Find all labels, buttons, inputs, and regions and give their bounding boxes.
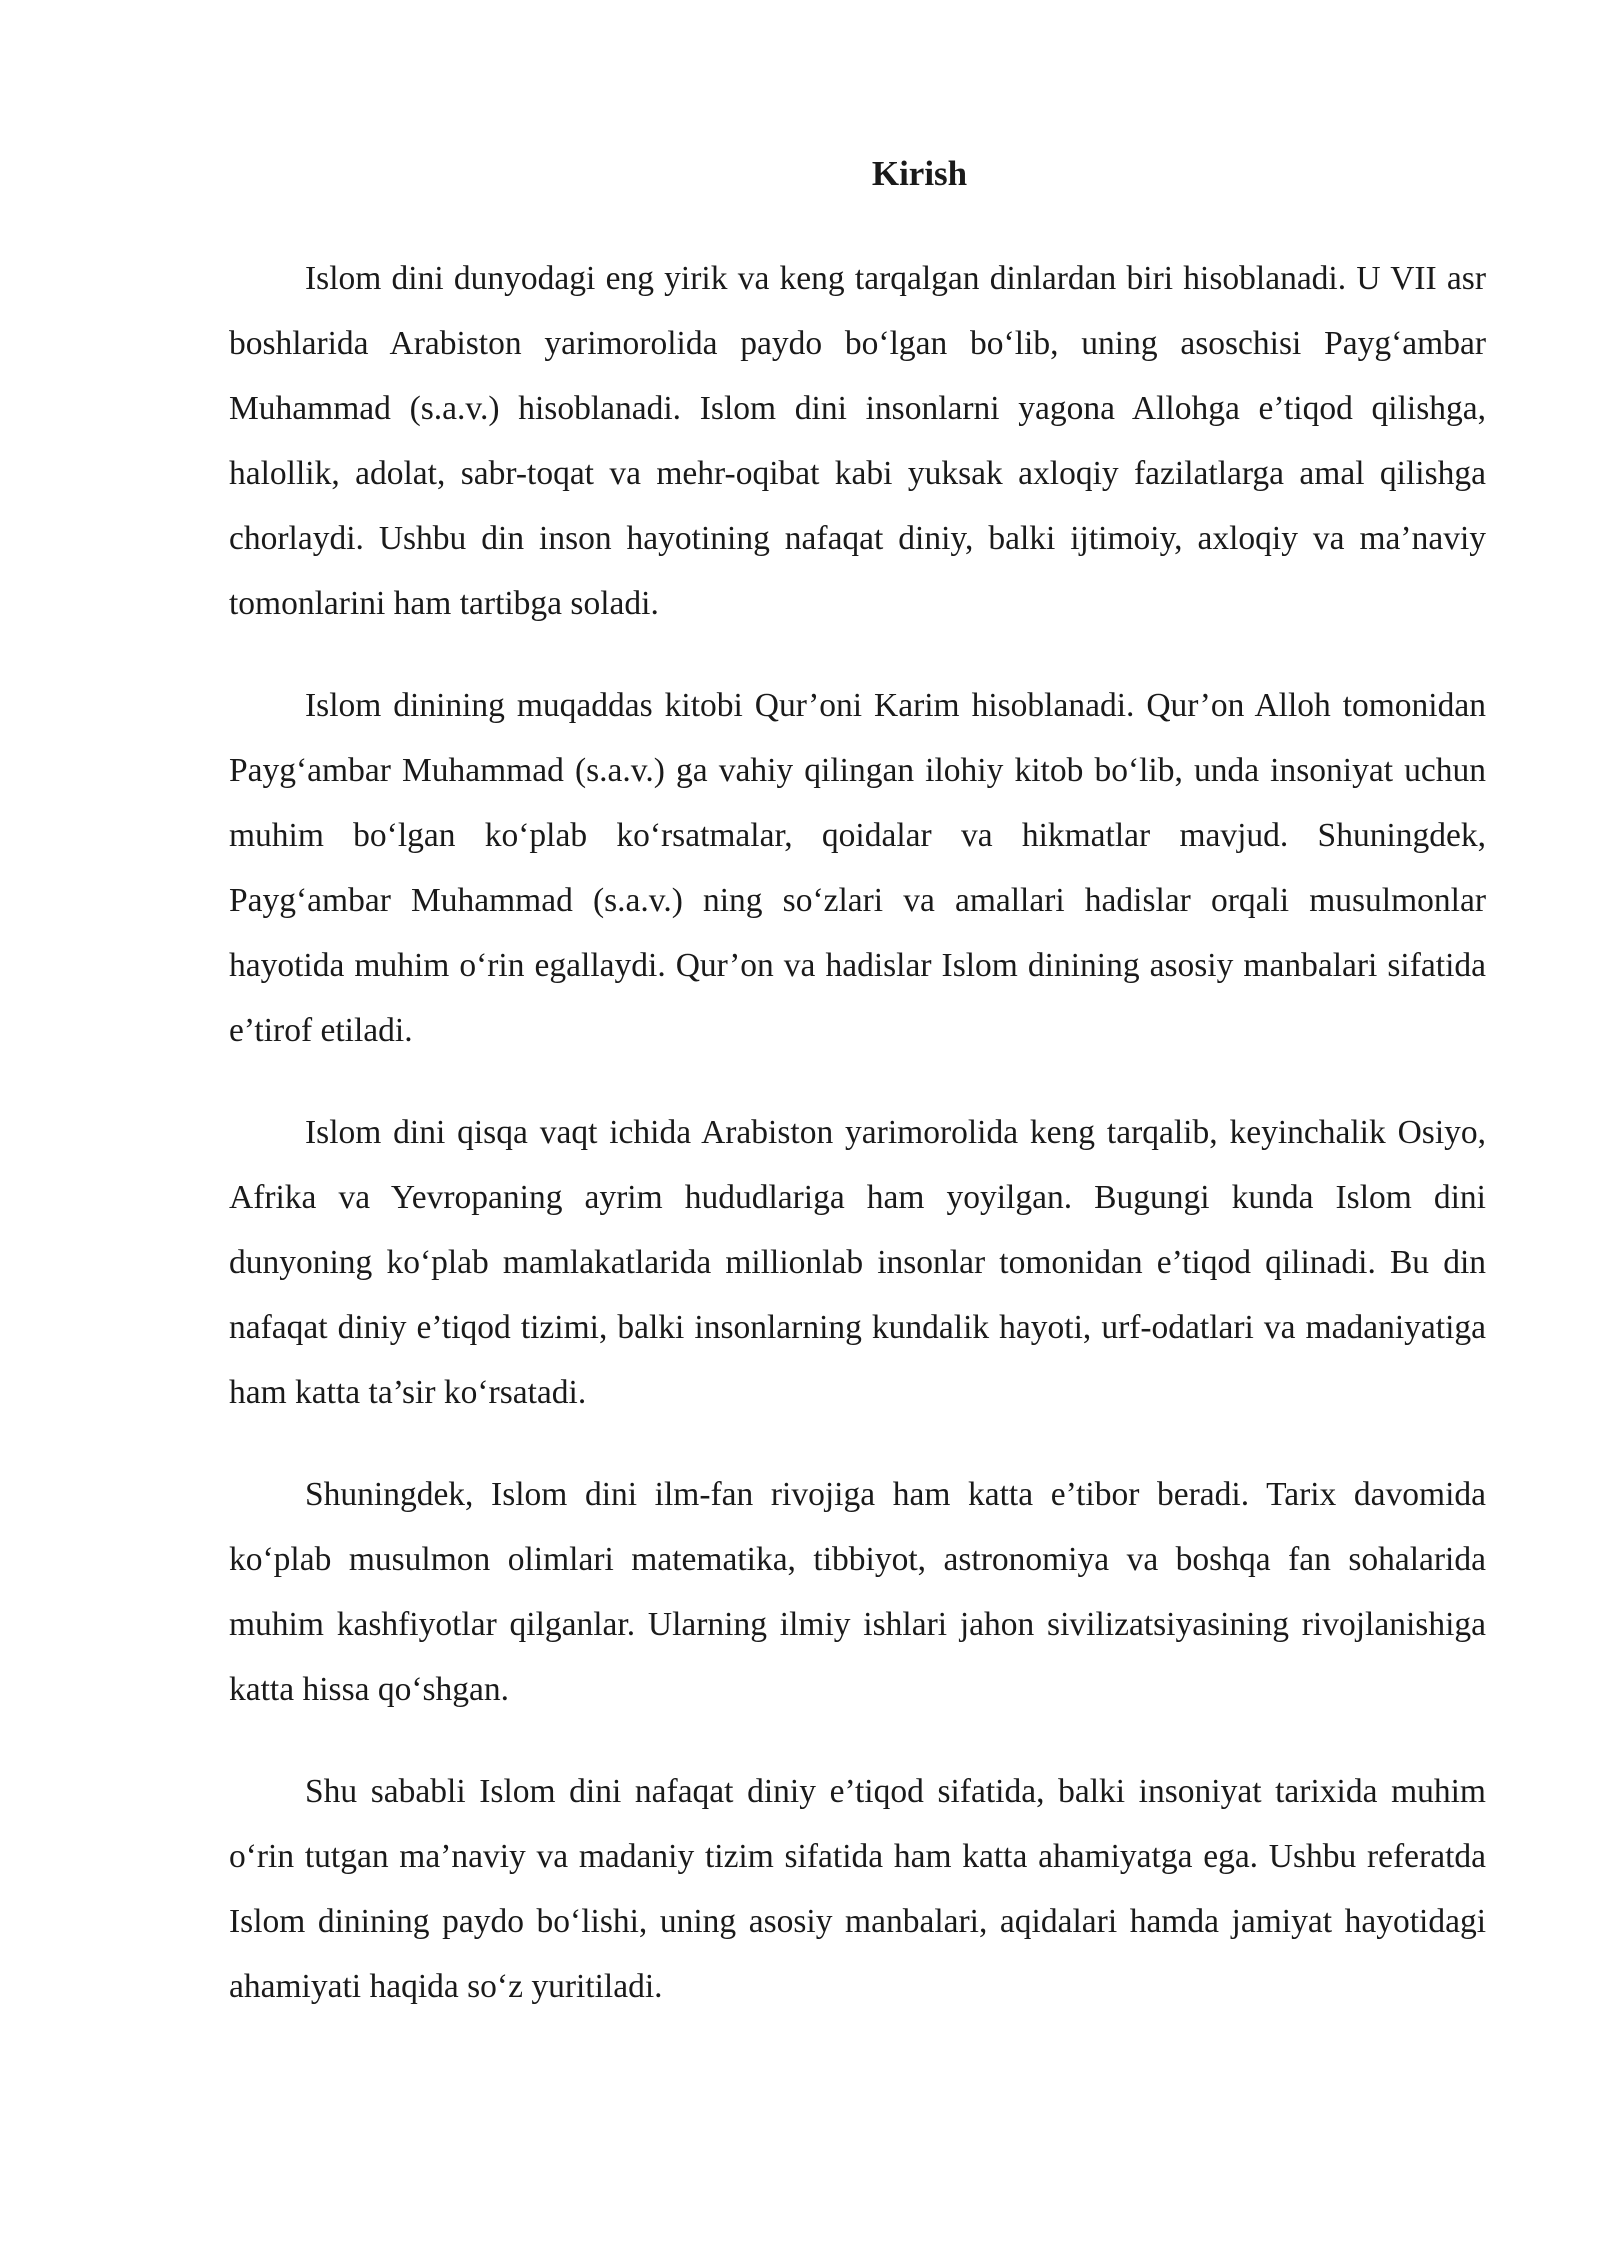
page-title: Kirish (871, 154, 968, 193)
paragraph-1: Islom dini dunyodagi eng yirik va keng tarqalgan dinlardan biri hisoblanadi. U VII asr boshlarida Arabiston yarimorolida paydo bo‘lgan bo‘lib, uning asoschisi Payg‘ambar Muhammad (s.a.v.) hisoblanadi. Islom dini insonlarni yagona Allohga e’tiqod qilishga, halollik, adolat, sabr-toqat va mehr-oqibat kabi yuksak axloqiy fazilatlarga amal qilishga chorlaydi. Ushbu din inson hayotining nafaqat diniy, balki ijtimoiy, axloqiy va ma’naviy tomonlarini ham tartibga soladi. (229, 260, 1486, 622)
paragraph-4: Shuningdek, Islom dini ilm-fan rivojiga ham katta e’tibor beradi. Tarix davomida ko‘plab musulmon olimlari matematika, tibbiyot, astronomiya va boshqa fan sohalarida muhim kashfiyotlar qilganlar. Ularning ilmiy ishlari jahon sivilizatsiyasining rivojlanishiga katta hissa qo‘shgan. (229, 1476, 1486, 1708)
document-page (229, 140, 1486, 2056)
paragraph-5: Shu sababli Islom dini nafaqat diniy e’tiqod sifatida, balki insoniyat tarixida muhim o‘rin tutgan ma’naviy va madaniy tizim sifatida ham katta ahamiyatga ega. Ushbu referatda Islom dinining paydo bo‘lishi, uning asosiy manbalari, aqidalari hamda jamiyat hayotidagi ahamiyati haqida so‘z yuritiladi. (229, 1773, 1486, 2005)
paragraph-3: Islom dini qisqa vaqt ichida Arabiston yarimorolida keng tarqalib, keyinchalik Osiyo, Afrika va Yevropaning ayrim hududlariga ham yoyilgan. Bugungi kunda Islom dini dunyoning ko‘plab mamlakatlarida millionlab insonlar tomonidan e’tiqod qilinadi. Bu din nafaqat diniy e’tiqod tizimi, balki insonlarning kundalik hayoti, urf-odatlari va madaniyatiga ham katta ta’sir ko‘rsatadi. (229, 1114, 1486, 1411)
paragraph-2: Islom dinining muqaddas kitobi Qur’oni Karim hisoblanadi. Qur’on Alloh tomonidan Payg‘ambar Muhammad (s.a.v.) ga vahiy qilingan ilohiy kitob bo‘lib, unda insoniyat uchun muhim bo‘lgan ko‘plab ko‘rsatmalar, qoidalar va hikmatlar mavjud. Shuningdek, Payg‘ambar Muhammad (s.a.v.) ning so‘zlari va amallari hadislar orqali musulmonlar hayotida muhim o‘rin egallaydi. Qur’on va hadislar Islom dinining asosiy manbalari sifatida e’tirof etiladi. (229, 687, 1486, 1049)
